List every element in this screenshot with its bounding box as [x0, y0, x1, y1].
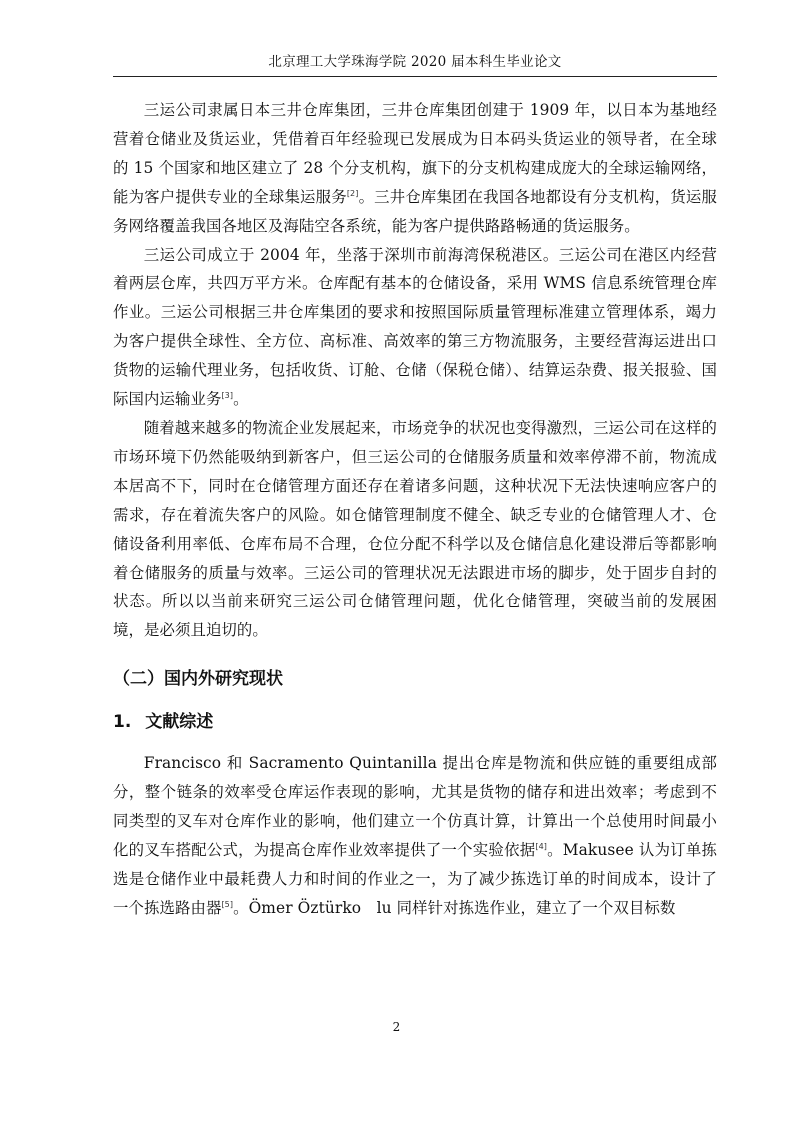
paragraph-company-background: 三运公司隶属日本三井仓库集团，三井仓库集团创建于 1909 年，以日本为基地经营着仓储业及货运业，凭借着百年经验现已发展成为日本码头货运业的领导者，在全球的 15 个国家和地区建立了 28 个分支机构，旗下的分支机构建成庞大的全球运输网络，能为客户提供专业的全球集运服务[2]。三井仓库集团在我国各地都设有分支机构，货运服务网络覆盖我国各地区及海陆空各系统，能为客户提供路路畅通的货运服务。: [113, 101, 717, 235]
citation-ref: [3]: [221, 390, 234, 400]
body-text: [113, 96, 717, 923]
subsection-title: 文献综述: [145, 712, 214, 733]
citation-ref: [4]: [535, 841, 547, 851]
citation-ref: [5]: [221, 899, 234, 909]
citation-ref: [2]: [346, 188, 359, 198]
section-heading: （二）国内外研究现状: [113, 669, 283, 690]
subsection-heading: [113, 701, 717, 743]
paragraph-company-profile: 三运公司成立于 2004 年，坐落于深圳市前海湾保税港区。三运公司在港区内经营着两层仓库，共四万平方米。仓库配有基本的仓储设备，采用 WMS 信息系统管理仓库作业。三运公司根据三井仓库集团的要求和按照国际质量管理标准建立管理体系，竭力为客户提供全球性、全方位、高标准、高效率的第三方物流服务，主要经营海运进出口货物的运输代理业务，包括收货、订舱、仓储（保税仓储）、结算运杂费、报关报验、国际国内运输业务[3]。: [113, 245, 717, 409]
paragraph-literature-review: Francisco 和 Sacramento Quintanilla 提出仓库是物流和供应链的重要组成部分，整个链条的效率受仓库运作表现的影响，尤其是货物的储存和进出效率；考虑到不同类型的叉车对仓库作业的影响，他们建立一个仿真计算，计算出一个总使用时间最小化的叉车搭配公式，为提高仓库作业效率提供了一个实验依据[4]。Makusee 认为订单拣选是仓储作业中最耗费人力和时间的作业之一，为了减少拣选订单的时间成本，设计了一个拣选路由器[5]。Ömer Öztürko lu 同样针对拣选作业，建立了一个双目标数: [113, 754, 717, 917]
page-header: 北京理工大学珠海学院 2020 届本科生毕业论文: [113, 50, 717, 77]
page-number: 2: [392, 1020, 401, 1034]
subsection-number: 1.: [113, 712, 132, 733]
paragraph-research-motivation: 随着越来越多的物流企业发展起来，市场竞争的状况也变得激烈，三运公司在这样的市场环境下仍然能吸纳到新客户，但三运公司的仓储服务质量和效率停滞不前，物流成本居高不下，同时在仓储管理方面还存在着诸多问题，这种状况下无法快速响应客户的需求，存在着流失客户的风险。如仓储管理制度不健全、缺乏专业的仓储管理人才、仓储设备利用率低、仓库布局不合理，仓位分配不科学以及仓储信息化建设滞后等都影响着仓储服务的质量与效率。三运公司的管理状况无法跟进市场的脚步，处于固步自封的状态。所以以当前来研究三运公司仓储管理问题，优化仓储管理，突破当前的发展困境，是必须且迫切的。: [113, 418, 717, 640]
